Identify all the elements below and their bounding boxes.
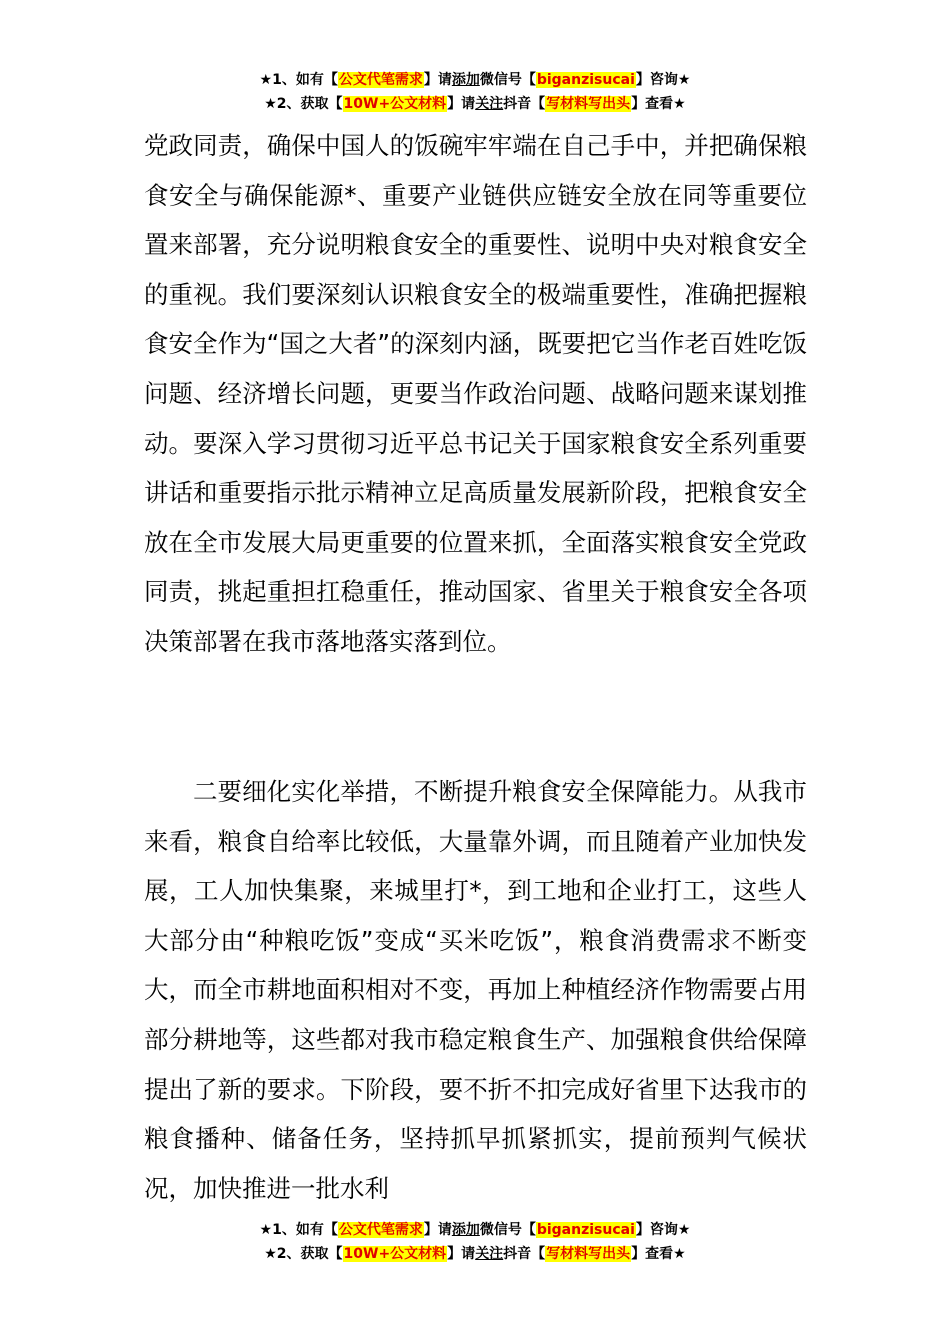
highlight-douyin-account: 写材料写出头 — [546, 96, 631, 112]
highlight-materials: 10W+公文材料 — [343, 96, 447, 112]
highlight-service: 公文代笔需求 — [338, 72, 423, 88]
banner-text: ★1、如有【 — [259, 72, 338, 88]
highlight-wechat-id: biganzisucai — [536, 72, 635, 88]
highlight-douyin-account: 写材料写出头 — [546, 1246, 631, 1262]
banner-text: 】请 — [447, 96, 476, 112]
banner-text: 抖音【 — [503, 96, 546, 112]
banner-text: 微信号【 — [479, 1222, 536, 1238]
banner-text: 】咨询★ — [635, 72, 691, 88]
highlight-service: 公文代笔需求 — [338, 1222, 423, 1238]
banner-text: 】请 — [423, 1222, 452, 1238]
highlight-wechat-id: biganzisucai — [536, 1222, 635, 1238]
banner-text: ★2、获取【 — [264, 96, 343, 112]
banner-text: ★2、获取【 — [264, 1246, 343, 1262]
banner-text: 】咨询★ — [635, 1222, 691, 1238]
banner-text: 微信号【 — [479, 72, 536, 88]
banner-text: 抖音【 — [503, 1246, 546, 1262]
banner-text: 】请 — [423, 72, 452, 88]
paragraph-2: 二要细化实化举措，不断提升粮食安全保障能力。从我市来看，粮食自给率比较低，大量靠外调，而且随着产业加快发展，工人加快集聚，来城里打*，到工地和企业打工，这些人大部分由“种粮吃饭”变成“买米吃饭”，粮食消费需求不断变大，而全市耕地面积相对不变，再加上种植经济作物需要占用部分耕地等，这些都对我市稳定粮食生产、加强粮食供给保障提出了新的要求。下阶段，要不折不扣完成好省里下达我市的粮食播种、储备任务，坚持抓早抓紧抓实，提前预判气候状况，加快推进一批水利 — [144, 777, 807, 1203]
banner-line-2 — [0, 92, 950, 116]
banner-underlined-text: 添加 — [451, 1222, 480, 1238]
banner-text: 】查看★ — [631, 1246, 686, 1262]
highlight-materials: 10W+公文材料 — [343, 1246, 447, 1262]
banner-underlined-text: 添加 — [451, 72, 480, 88]
banner-line-1 — [0, 68, 950, 92]
banner-text: ★1、如有【 — [259, 1222, 338, 1238]
banner-line-1 — [0, 1218, 950, 1242]
banner-underlined-text: 关注 — [475, 1246, 504, 1262]
header-ad-banner — [0, 68, 950, 116]
banner-text: 】请 — [447, 1246, 476, 1262]
banner-text: 】查看★ — [631, 96, 686, 112]
paragraph-1: 党政同责，确保中国人的饭碗牢牢端在自己手中，并把确保粮食安全与确保能源*、重要产业链供应链安全放在同等重要位置来部署，充分说明粮食安全的重要性、说明中央对粮食安全的重视。我们要深刻认识粮食安全的极端重要性，准确把握粮食安全作为“国之大者”的深刻内涵，既要把它当作老百姓吃饭问题、经济增长问题，更要当作政治问题、战略问题来谋划推动。要深入学习贯彻习近平总书记关于国家粮食安全系列重要讲话和重要指示批示精神立足高质量发展新阶段，把粮食安全放在全市发展大局更重要的位置来抓，全面落实粮食安全党政同责，挑起重担扛稳重任，推动国家、省里关于粮食安全各项决策部署在我市落地落实落到位。 — [144, 131, 807, 656]
banner-underlined-text: 关注 — [475, 96, 504, 112]
banner-line-2 — [0, 1242, 950, 1266]
footer-ad-banner — [0, 1218, 950, 1266]
